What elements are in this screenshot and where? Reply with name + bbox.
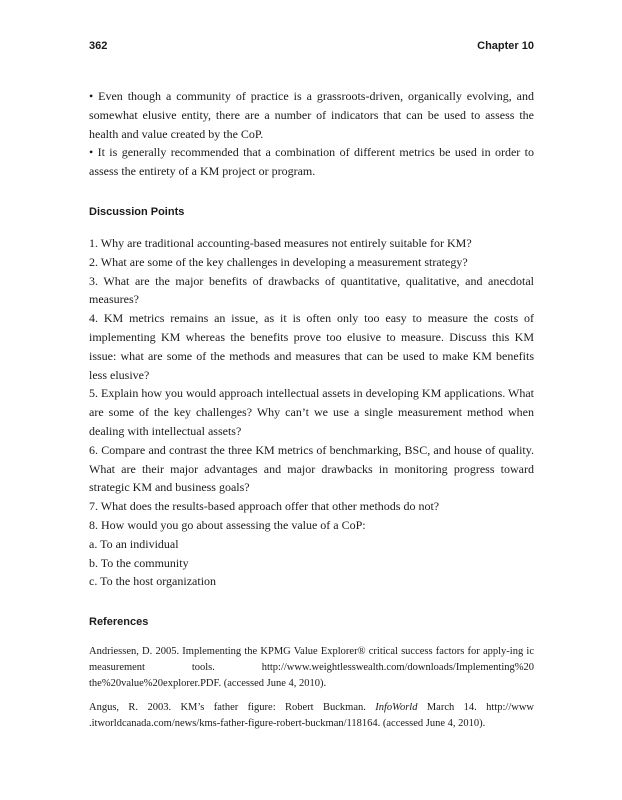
references-list: [89, 644, 534, 732]
discussion-subitem: c. To the host organization: [89, 574, 217, 589]
discussion-subitem: b. To the community: [89, 555, 189, 570]
discussion-item: 8. How would you go about assessing the value of a CoP:: [89, 517, 366, 532]
discussion-subitem: a. To an individual: [89, 536, 179, 551]
reference-text: March 14. http://www .itworldcanada.com/news/kms-father-figure-robert-buckman/118164. (accessed June 4, 2010).: [89, 702, 534, 730]
references-heading: References: [89, 616, 149, 629]
main-text: [89, 87, 534, 740]
discussion-item: 5. Explain how you would approach intellectual assets in developing KM applications. What are some of the key challenges? Why can’t we use a single measurement method when dealing with intellectual assets?: [89, 386, 535, 438]
reference-entry: [89, 700, 534, 732]
page-number: 362: [89, 40, 108, 52]
reference-text: Andriessen, D. 2005. Implementing the KPMG Value Explorer® critical success factors for apply-ing ic measurement tools. http://www.weightlesswealth.com/downloads/Implementing%20 the%20value%20explorer.PDF. (accessed June 4, 2010).: [89, 646, 534, 690]
discussion-item: 3. What are the major benefits of drawbacks of quantitative, qualitative, and anecdotal measures?: [89, 273, 534, 307]
discussion-list: [89, 234, 534, 591]
discussion-item: 6. Compare and contrast the three KM metrics of benchmarking, BSC, and house of quality. What are their major advantages and major drawbacks in monitoring progress toward strategic KM and business goals?: [89, 442, 534, 495]
reference-journal: InfoWorld: [375, 702, 418, 714]
discussion-item: 2. What are some of the key challenges in developing a measurement strategy?: [89, 254, 468, 269]
summary-bullet: • Even though a community of practice is a grassroots-driven, organically evolving, and somewhat elusive entity, there are a number of indicators that can be used to assess the health and value created by the CoP.: [89, 89, 534, 141]
reference-text: Angus, R. 2003. KM’s father figure: Robert Buckman.: [89, 702, 376, 714]
discussion-heading: Discussion Points: [89, 205, 185, 218]
reference-entry: [89, 644, 534, 692]
discussion-item: 7. What does the results-based approach offer that other methods do not?: [89, 499, 440, 514]
discussion-item: 4. KM metrics remains an issue, as it is often only too easy to measure the costs of implementing KM whereas the benefits prove too elusive to measure. Discuss this KM issue: what are some of the methods and measures that can be used to make KM benefits less elusive?: [89, 311, 534, 382]
summary-bullet: • It is generally recommended that a combination of different metrics be used in order to assess the entirety of a KM project or program.: [89, 145, 534, 179]
discussion-item: 1. Why are traditional accounting-based measures not entirely suitable for KM?: [89, 235, 472, 250]
chapter-title: Chapter 10: [477, 40, 534, 52]
running-header: [89, 40, 534, 56]
